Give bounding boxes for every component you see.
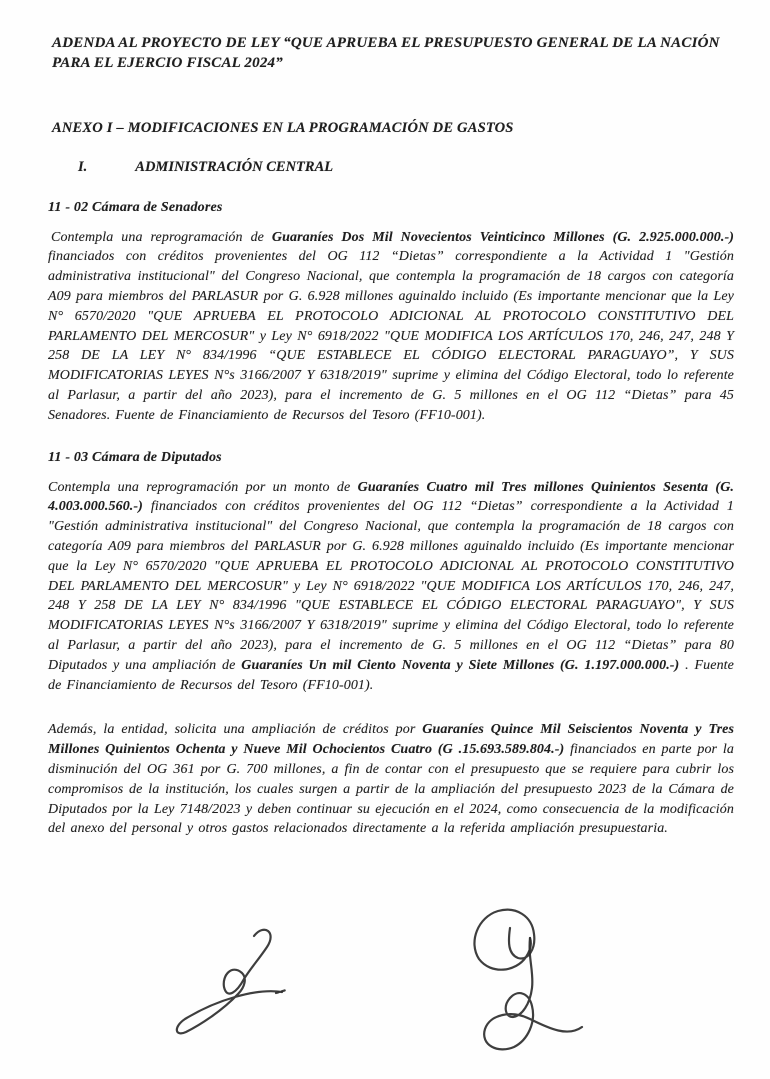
entity-heading-camara-senadores: 11 - 02 Cámara de Senadores (48, 199, 223, 215)
paragraph-diputados-reprogramacion: Contempla una reprogramación por un monto de Guaraníes Cuatro mil Tres millones Quinientos Sesenta (G. 4.003.000.560.-) financiados con créditos provenientes del OG 112 “Dietas” correspondiente a la Actividad 1 "Gestión administrativa institucional" del Congreso Nacional, que contempla la programación de 18 cargos con categoría A09 para miembros del PARLASUR por G. 6.928 millones aguinaldo incluido (Es importante mencionar que la Ley N° 6570/2020 "QUE APRUEBA EL PROTOCOLO ADICIONAL AL PROTOCOLO CONSTITUTIVO DEL PARLAMENTO DEL MERCOSUR" y Ley N° 6918/2022 "QUE MODIFICA LOS ARTÍCULOS 170, 246, 247, 248 Y 258 DE LA LEY N° 834/1996 "QUE ESTABLECE EL CÓDIGO ELECTORAL PARAGUAYO", Y SUS MODIFICATORIAS LEYES N°s 3166/2007 Y 6318/2019" suprime y elimina del Código Electoral, todo lo referente al Parlasur, a partir del año 2023), para el incremento de G. 5 millones en el OG 112 “Dietas” para 80 Diputados y una ampliación de Guaraníes Un mil Ciento Noventa y Siete Millones (G. 1.197.000.000.-) . Fuente de Financiamiento de Recursos del Tesoro (FF10-001). (48, 479, 735, 693)
signature-right-icon (466, 902, 590, 1058)
section-heading (78, 159, 734, 176)
signature-left-icon (172, 926, 294, 1038)
section-number: I. (78, 158, 88, 175)
paragraph-diputados-ampliacion: Además, la entidad, solicita una ampliación de créditos por Guaraníes Quince Mil Seiscientos Noventa y Tres Millones Quinientos Ochenta y Nueve Mil Ochocientos Cuatro (G .15.693.589.804.-) financiados en parte por la disminución del OG 361 por G. 700 millones, a fin de contar con el presupuesto que se requiere para cubrir los compromisos de la institución, los cuales surgen a partir de la ampliación del presupuesto 2023 de la Cámara de Diputados por la Ley 7148/2023 y deben continuar su ejecución en el 2024, como consecuencia de la modificación del anexo del personal y otros gastos relacionados directamente a la referida ampliación presupuestaria. (48, 722, 734, 837)
paragraph-senadores: Contempla una reprogramación de Guaraníes Dos Mil Novecientos Veinticinco Millones (G. 2.925.000.000.-) financiados con créditos provenientes del OG 112 “Dietas” correspondiente a la Actividad 1 "Gestión administrativa institucional" del Congreso Nacional, que contempla la programación de 18 cargos con categoría A09 para miembros del PARLASUR por G. 6.928 millones aguinaldo incluido (Es importante mencionar que la Ley N° 6570/2020 "QUE APRUEBA EL PROTOCOLO ADICIONAL AL PROTOCOLO CONSTITUTIVO DEL PARLAMENTO DEL MERCOSUR" y Ley N° 6918/2022 "QUE MODIFICA LOS ARTÍCULOS 170, 246, 247, 248 Y 258 DE LA LEY N° 834/1996 “QUE ESTABLECE EL CÓDIGO ELECTORAL PARAGUAYO”, Y SUS MODIFICATORIAS LEYES N°s 3166/2007 Y 6318/2019" suprime y elimina del Código Electoral, todo lo referente al Parlasur, a partir del año 2023), para el incremento de G. 5 millones en el OG 112 “Dietas” para 45 Senadores. Fuente de Financiamiento de Recursos del Tesoro (FF10-001). (48, 229, 734, 423)
section-title: ADMINISTRACIÓN CENTRAL (135, 158, 334, 175)
annex-heading: ANEXO I – MODIFICACIONES EN LA PROGRAMACIÓN DE GASTOS (52, 119, 514, 136)
entity-heading-camara-diputados: 11 - 03 Cámara de Diputados (48, 449, 222, 465)
document-title: ADENDA AL PROYECTO DE LEY “QUE APRUEBA EL PRESUPUESTO GENERAL DE LA NACIÓN PARA EL EJERCIO FISCAL 2024” (52, 35, 720, 71)
